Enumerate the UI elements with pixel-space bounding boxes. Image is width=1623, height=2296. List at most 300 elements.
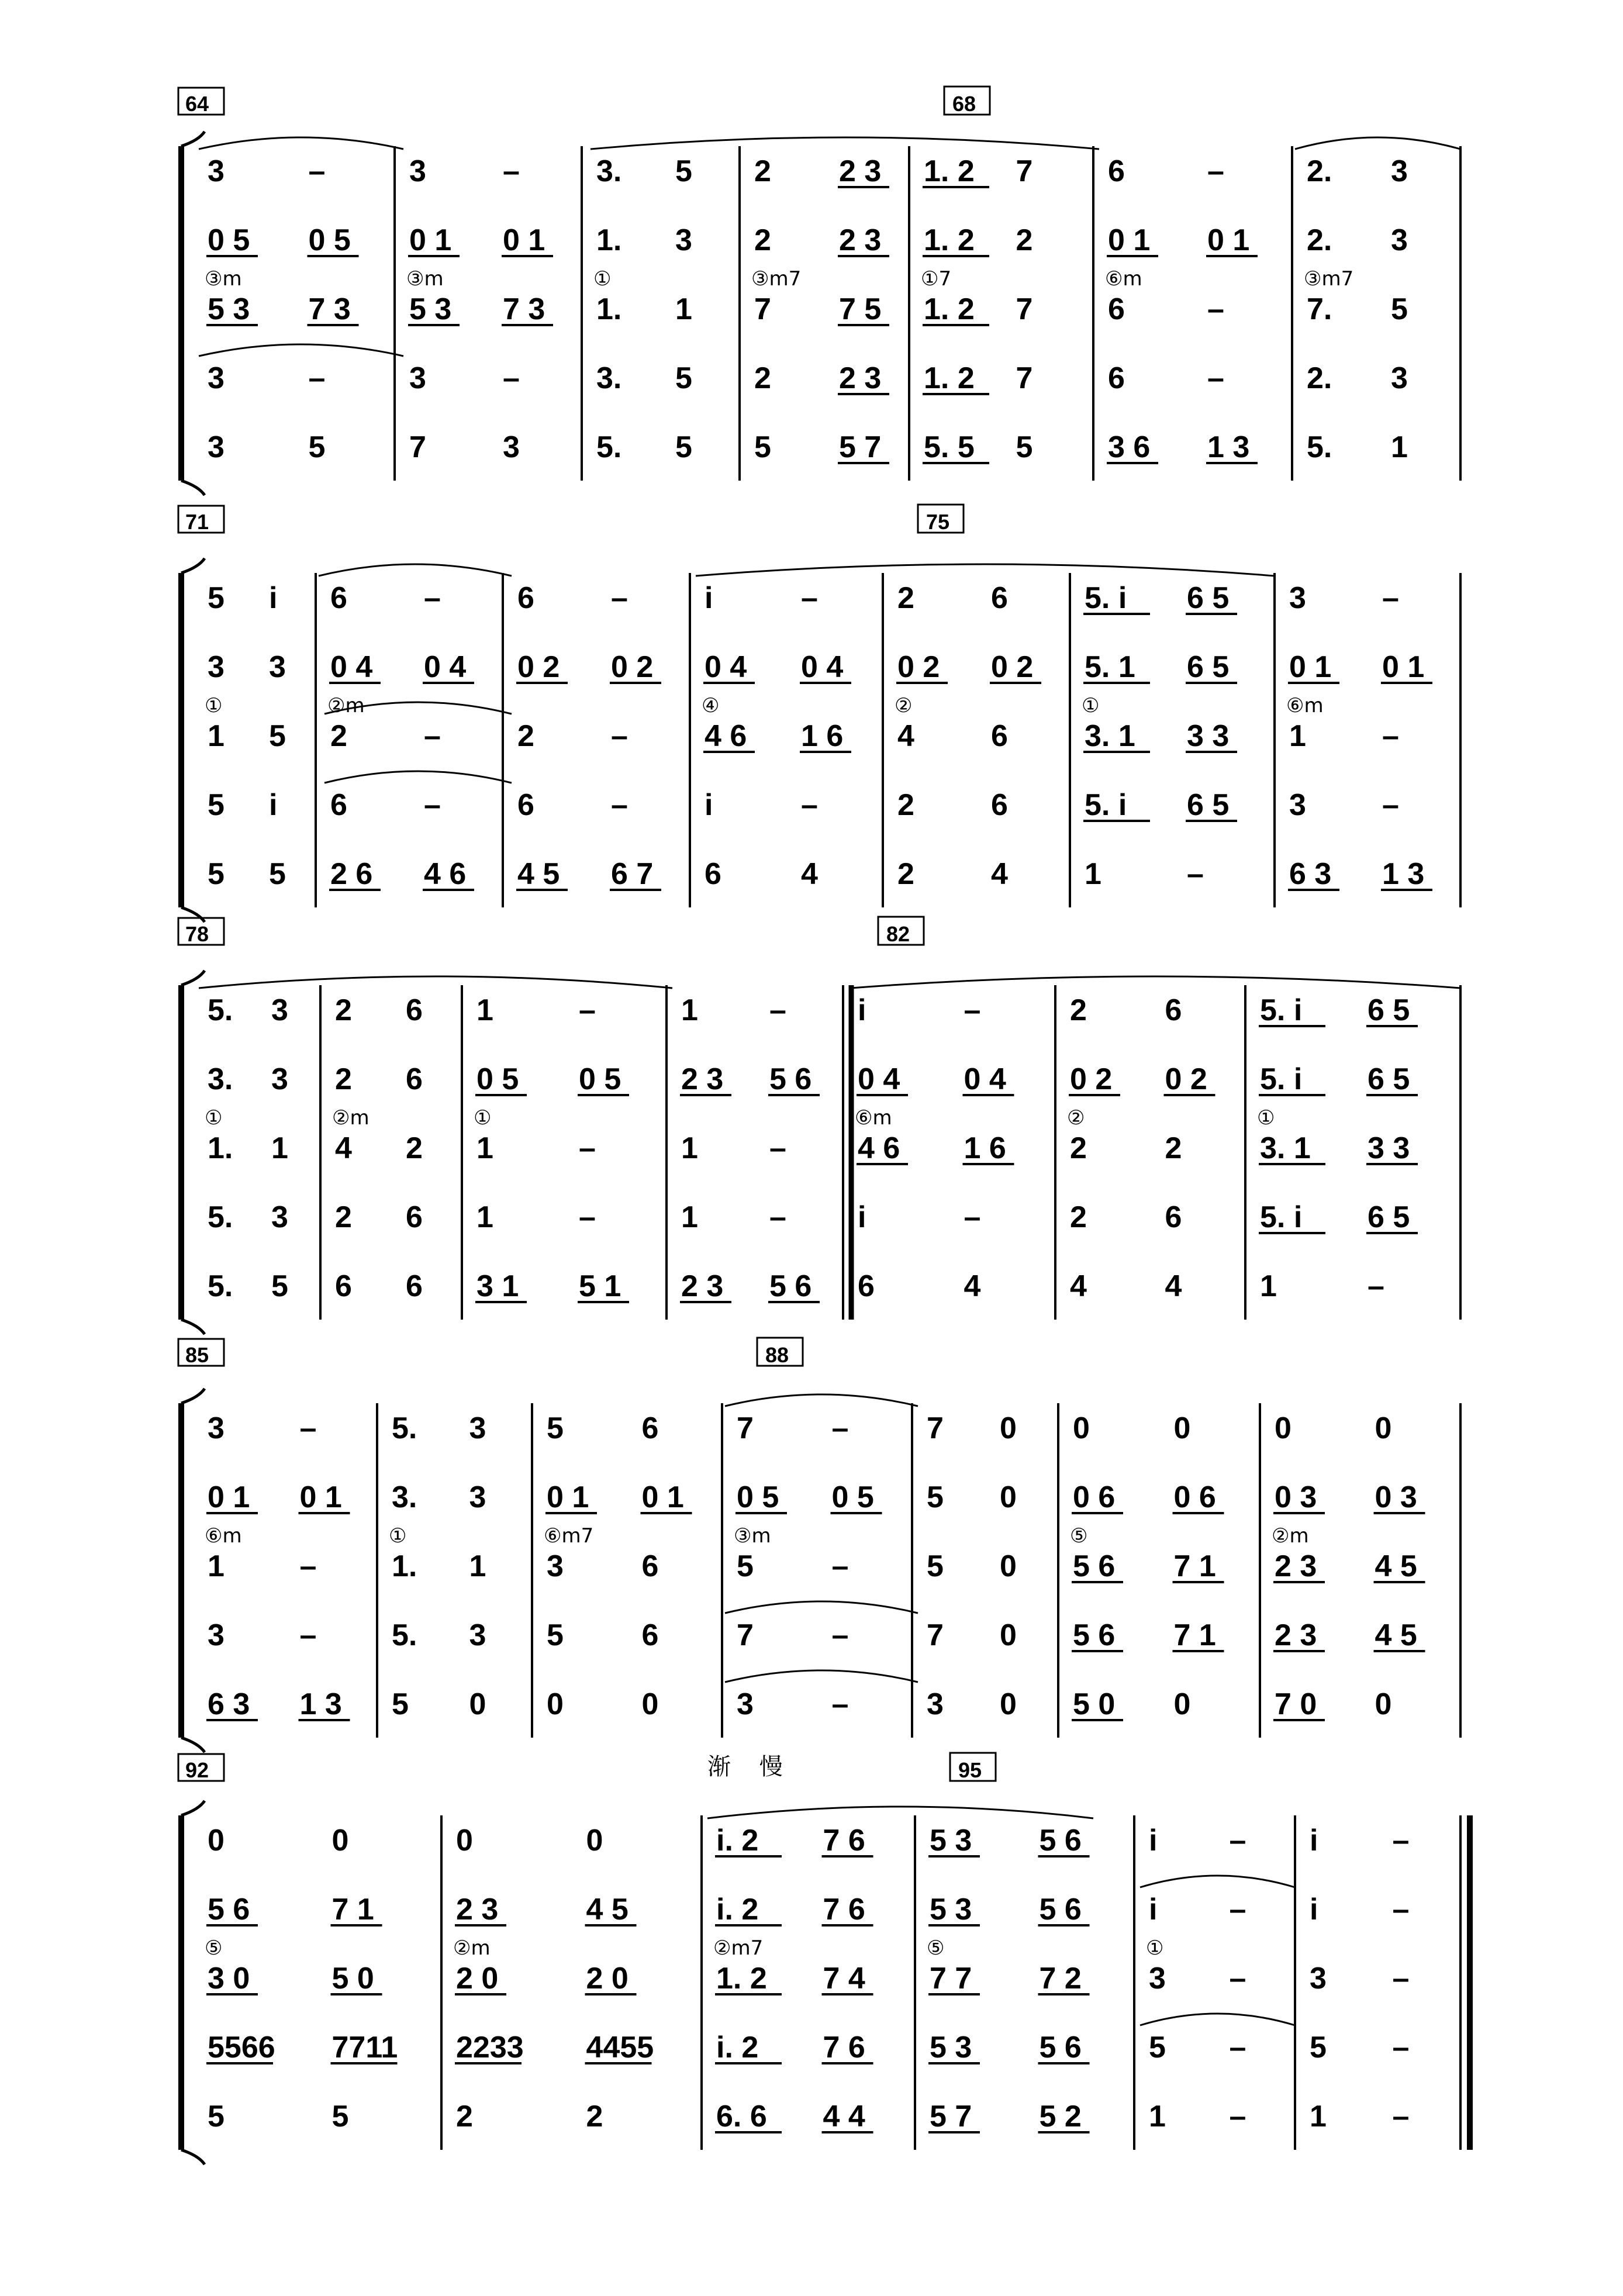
chord-symbol: ⑥m7 [544,1524,594,1548]
note-beat: 2 0 [456,1962,499,1995]
note-beat: – [1392,1962,1410,1995]
note-beat: 1 [476,1131,493,1165]
note-beat: 5 [269,857,286,891]
note-beat: 3 [208,154,225,188]
measure [927,1411,1017,1721]
note-beat: 3 [1289,581,1306,615]
note-beat: 7 [927,1618,944,1652]
note-beat: 4 6 [705,719,747,753]
note-beat: 2 [754,223,771,257]
note-beat: 4 [991,857,1008,891]
note-beat: 3 [208,650,225,684]
rehearsal-mark [950,1753,996,1782]
note-beat: 1. [596,292,622,326]
note-beat: – [308,361,326,395]
note-beat: – [308,154,326,188]
note-beat: 5. i [1260,993,1303,1027]
note-beat: 1 6 [964,1131,1006,1165]
system-label-text: 71 [185,510,209,534]
note-beat: 1 [476,993,493,1027]
measure [593,154,692,464]
note-beat: 5 [927,1549,944,1583]
note-beat: 0 1 [299,1480,342,1514]
note-beat: 4 [1165,1269,1182,1303]
note-beat: 4 [335,1131,352,1165]
note-beat: 2 [1070,993,1087,1027]
note-beat: 3 [1289,788,1306,822]
note-beat: 2 3 [1275,1549,1317,1583]
note-beat: – [1207,361,1224,395]
chord-symbol: ②m [1272,1524,1309,1548]
note-beat: 0 [1073,1411,1090,1445]
note-beat: 2 [1070,1200,1087,1234]
note-beat: 0 5 [208,223,250,257]
note-beat: 3 3 [1368,1131,1410,1165]
note-beat: 7 [927,1411,944,1445]
note-beat: 3 [208,430,225,464]
note-beat: 3 [1391,361,1408,395]
slur [725,1601,918,1613]
note-beat: 2 [335,1200,352,1234]
note-beat: 5. 1 [1085,650,1135,684]
note-beat: 2. [1307,361,1332,395]
note-beat: 0 [1173,1411,1191,1445]
note-beat: 6 [1165,1200,1182,1234]
system-measure-label [178,88,224,116]
measure [205,154,359,464]
note-beat: 5 6 [769,1062,812,1096]
note-beat: 7 [1016,292,1033,326]
note-beat: 4 4 [823,2100,865,2133]
note-beat: 2 [1070,1131,1087,1165]
note-beat: 2 6 [330,857,373,891]
note-beat: 2 [1016,223,1033,257]
note-beat: 1 [1260,1269,1277,1303]
note-beat: – [503,361,520,395]
note-beat: 3 [208,1618,225,1652]
note-beat: 2 3 [681,1269,724,1303]
note-beat: 7 7 [930,1962,972,1995]
note-beat: 7 5 [839,292,882,326]
note-beat: 7 6 [823,1824,865,1857]
rehearsal-mark [757,1338,803,1367]
note-beat: 2 3 [839,223,882,257]
note-beat: – [801,581,818,615]
slur [199,137,403,149]
note-beat: 3 [675,223,692,257]
note-beat: 6 5 [1187,581,1230,615]
note-beat: 0 5 [579,1062,621,1096]
note-beat: – [424,581,441,615]
note-beat: 5 [675,430,692,464]
note-beat: 3. [208,1062,233,1096]
note-beat: 0 1 [503,223,545,257]
note-beat: 2 [406,1131,423,1165]
note-beat: 5 [675,361,692,395]
slur [1140,1876,1295,1887]
note-beat: 6 [641,1549,659,1583]
note-beat: 5 3 [930,1824,972,1857]
note-beat: – [1382,788,1399,822]
note-beat: 0 1 [547,1480,589,1514]
note-beat: 5 6 [769,1269,812,1303]
note-beat: 3 [469,1618,486,1652]
note-beat: 5 [1149,2031,1166,2064]
note-beat: 0 [1000,1480,1017,1514]
note-beat: 0 4 [705,650,747,684]
note-beat: 5 0 [331,1962,374,1995]
note-beat: 6 [641,1411,659,1445]
note-beat: 3 [469,1480,486,1514]
note-beat: 1 3 [1382,857,1425,891]
note-beat: 0 6 [1073,1480,1116,1514]
note-beat: – [1187,857,1204,891]
note-beat: 2 [897,788,914,822]
note-beat: 3 [271,993,288,1027]
chord-symbol: ③m [205,267,242,291]
note-beat: 5. [392,1618,417,1652]
note-beat: 5 [547,1618,564,1652]
note-beat: 1 [1149,2100,1166,2133]
note-beat: 1 3 [299,1687,342,1721]
note-beat: 0 4 [858,1062,900,1096]
measure [474,993,629,1303]
note-beat: 1 [681,1131,698,1165]
note-beat: 6 [641,1618,659,1652]
slur [1295,137,1460,149]
note-beat: i. 2 [716,1824,759,1857]
note-beat: 1 [675,292,692,326]
note-beat: 7. [1307,292,1332,326]
note-beat: i [705,788,713,822]
note-beat: 1. 2 [924,223,975,257]
note-beat: 5 1 [579,1269,621,1303]
system-85 [178,1338,1460,1752]
note-beat: 7 [1016,154,1033,188]
note-beat: – [1368,1269,1384,1303]
note-beat: 0 2 [1070,1062,1113,1096]
note-beat: 5 3 [409,292,452,326]
note-beat: 3 [409,361,426,395]
note-beat: 6 [991,581,1008,615]
chord-symbol: ② [1067,1106,1085,1130]
note-beat: 2 3 [839,361,882,395]
note-beat: 6 [1108,361,1125,395]
note-beat: 0 5 [476,1062,519,1096]
note-beat: 3 [269,650,286,684]
note-beat: 3 3 [1187,719,1230,753]
note-beat: 5 6 [1039,1893,1082,1926]
note-beat: i [1310,1824,1318,1857]
note-beat: 6 [330,581,347,615]
note-beat: – [1392,1824,1410,1857]
note-beat: 6 [406,1269,423,1303]
measure [680,993,820,1303]
measure [895,581,1041,891]
note-beat: 5 0 [1073,1687,1116,1721]
note-beat: – [831,1411,849,1445]
note-beat: 6 [1108,154,1125,188]
chord-symbol: ③m7 [1304,267,1354,291]
note-beat: 0 [1375,1687,1392,1721]
note-beat: 0 2 [897,650,940,684]
note-beat: 7 [1016,361,1033,395]
note-beat: 3. 1 [1260,1131,1311,1165]
note-beat: 5. i [1260,1200,1303,1234]
note-beat: 5 6 [1039,1824,1082,1857]
chord-symbol: ① [389,1524,407,1548]
note-beat: – [1229,2100,1246,2133]
note-beat: – [1382,719,1399,753]
note-beat: 7 6 [823,2031,865,2064]
note-beat: 4 [801,857,818,891]
note-beat: – [611,788,628,822]
note-beat: 5 6 [1073,1618,1116,1652]
note-beat: – [579,1131,596,1165]
note-beat: 3 6 [1108,430,1151,464]
note-beat: i [269,581,278,615]
note-beat: 6 5 [1187,788,1230,822]
note-beat: 5. [208,1200,233,1234]
note-beat: – [769,993,786,1027]
note-beat: – [1229,1893,1246,1926]
note-beat: 0 1 [409,223,452,257]
note-beat: i. 2 [716,2031,759,2064]
chord-symbol: ③m7 [751,267,802,291]
note-beat: 0 1 [641,1480,684,1514]
note-beat: 5 6 [1073,1549,1116,1583]
note-beat: – [1207,292,1224,326]
note-beat: i [1310,1893,1318,1926]
rehearsal-number: 75 [926,510,950,534]
measure [1082,581,1237,891]
system-label-text: 64 [185,92,209,116]
note-beat: 3 [547,1549,564,1583]
note-beat: 2 [897,581,914,615]
note-beat: 7 [737,1411,754,1445]
slur [591,137,1099,149]
note-beat: – [831,1549,849,1583]
note-beat: 0 [1375,1411,1392,1445]
note-beat: 5. i [1085,788,1127,822]
measure [327,581,474,891]
note-beat: 5566 [208,2031,275,2064]
note-beat: 0 [547,1687,564,1721]
note-beat: 0 [1000,1687,1017,1721]
slur [324,771,512,783]
measure [921,154,1032,464]
measure [389,1411,486,1721]
note-beat: 0 4 [801,650,844,684]
note-beat: – [1229,1824,1246,1857]
slur [725,1670,918,1682]
note-beat: 5 [269,719,286,753]
note-beat: 7 0 [1275,1687,1317,1721]
chord-symbol: ③m [734,1524,771,1548]
note-beat: 1 [1391,430,1408,464]
note-beat: 3 [927,1687,944,1721]
note-beat: 6 [330,788,347,822]
chord-symbol: ②m [332,1106,370,1130]
rehearsal-number: 82 [886,922,910,946]
rehearsal-mark [944,87,990,116]
slur [319,564,512,576]
note-beat: 5 [208,788,225,822]
note-beat: 6 [705,857,721,891]
note-beat: 1. [392,1549,417,1583]
chord-symbol: ② [895,694,913,717]
measure [1286,581,1432,891]
note-beat: – [299,1411,317,1445]
note-beat: 6 5 [1368,1200,1410,1234]
system-64 [178,87,1460,495]
note-beat: i [858,1200,866,1234]
system-92 [178,1753,1470,2164]
measure [734,1411,882,1721]
note-beat: 1 [681,993,698,1027]
chord-symbol: ⑥m [855,1106,892,1130]
note-beat: 5 3 [930,2031,972,2064]
note-beat: 0 5 [831,1480,874,1514]
note-beat: 2 [517,719,534,753]
note-beat: 6 [406,993,423,1027]
note-beat: 6 5 [1187,650,1230,684]
note-beat: 6 7 [611,857,654,891]
chord-symbol: ⑥m [1286,694,1324,717]
chord-symbol: ① [205,1106,223,1130]
rehearsal-number: 88 [765,1343,789,1367]
note-beat: i. 2 [716,1893,759,1926]
note-beat: 0 2 [1165,1062,1207,1096]
note-beat: – [1392,2100,1410,2133]
note-beat: 3. [596,154,622,188]
note-beat: 0 2 [517,650,560,684]
note-beat: 6 5 [1368,1062,1410,1096]
note-beat: 2 3 [681,1062,724,1096]
note-beat: – [1392,1893,1410,1926]
chord-symbol: ②m [453,1936,491,1960]
note-beat: 3 [271,1062,288,1096]
note-beat: 1 [208,1549,225,1583]
chord-symbol: ②m [327,694,365,717]
note-beat: 3. 1 [1085,719,1135,753]
note-beat: 0 [1000,1618,1017,1652]
measure [205,581,286,891]
note-beat: 0 [1173,1687,1191,1721]
chord-symbol: ① [474,1106,492,1130]
note-beat: 5. i [1260,1062,1303,1096]
note-beat: 5 3 [930,1893,972,1926]
note-beat: – [503,154,520,188]
chord-symbol: ① [205,694,223,717]
note-beat: 7711 [331,2031,398,2064]
note-beat: 3 [1391,223,1408,257]
measure [1146,1824,1246,2133]
note-beat: 2 [586,2100,603,2133]
chord-symbol: ① [593,267,612,291]
note-beat: 0 [1000,1549,1017,1583]
note-beat: 1 3 [1207,430,1250,464]
chord-symbol: ① [1146,1936,1164,1960]
note-beat: 0 4 [330,650,373,684]
note-beat: 7 6 [823,1893,865,1926]
note-beat: 0 3 [1275,1480,1317,1514]
note-beat: – [1207,154,1224,188]
note-beat: – [611,719,628,753]
note-beat: 2 [335,1062,352,1096]
note-beat: 4 [964,1269,981,1303]
note-beat: 0 2 [611,650,654,684]
note-beat: 6 [406,1200,423,1234]
measure [453,1824,654,2133]
note-beat: 0 1 [1108,223,1151,257]
measure [544,1411,692,1721]
note-beat: 2. [1307,223,1332,257]
chord-symbol: ⑤ [927,1936,945,1960]
chord-symbol: ②m7 [713,1936,764,1960]
note-beat: 2 [1165,1131,1182,1165]
note-beat: 7 1 [1173,1549,1216,1583]
system-measure-label [178,918,224,946]
note-beat: 0 2 [991,650,1034,684]
note-beat: 1 [1289,719,1306,753]
chord-symbol: ④ [702,694,720,717]
note-beat: – [579,1200,596,1234]
note-beat: 0 4 [424,650,467,684]
note-beat: 2 3 [1275,1618,1317,1652]
note-beat: 1 [1085,857,1101,891]
note-beat: 5 [1310,2031,1327,2064]
note-beat: 2 [335,993,352,1027]
note-beat: 7 1 [1173,1618,1216,1652]
measure [855,993,1014,1303]
note-beat: – [1229,2031,1246,2064]
system-label-text: 92 [185,1758,209,1782]
note-beat: 5 [737,1549,754,1583]
note-beat: 2 0 [586,1962,629,1995]
rehearsal-mark [878,917,924,946]
chord-symbol: ① [1082,694,1100,717]
note-beat: 4 [897,719,914,753]
note-beat: 2. [1307,154,1332,188]
note-beat: i [705,581,713,615]
measure [927,1824,1090,2133]
note-beat: 2 [754,361,771,395]
note-beat: 5 [1391,292,1408,326]
note-beat: 4 6 [858,1131,900,1165]
note-beat: 2 3 [839,154,882,188]
note-beat: – [579,993,596,1027]
note-beat: 1 [208,719,225,753]
note-beat: 3 [737,1687,754,1721]
note-beat: i [269,788,278,822]
measure [702,581,851,891]
note-beat: – [1392,2031,1410,2064]
chord-symbol: ① [1257,1106,1275,1130]
note-beat: i [1149,1824,1158,1857]
slur [696,564,1275,576]
note-beat: 5. [208,993,233,1027]
note-beat: 0 1 [1207,223,1250,257]
note-beat: 7 3 [308,292,351,326]
note-beat: 1 [681,1200,698,1234]
note-beat: 5 3 [208,292,250,326]
note-beat: 7 3 [503,292,545,326]
note-beat: 5 [1016,430,1033,464]
note-beat: 0 [456,1824,473,1857]
measure [516,581,661,891]
note-beat: 0 6 [1173,1480,1216,1514]
